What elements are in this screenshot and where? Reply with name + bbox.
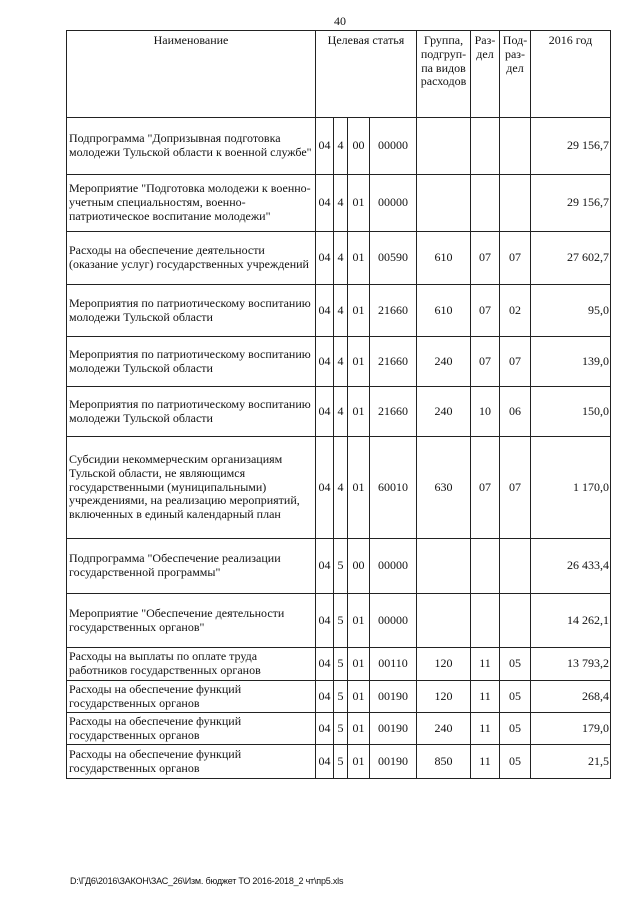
amount-2016: 26 433,4	[531, 539, 611, 594]
section-code: 11	[471, 681, 500, 713]
target-event-code: 01	[348, 285, 370, 337]
table-row	[67, 539, 611, 594]
amount-2016: 1 170,0	[531, 437, 611, 539]
row-name: Мероприятие "Обеспечение деятельности государственных органов"	[67, 594, 316, 648]
table-row	[67, 387, 611, 437]
target-program-code: 04	[316, 539, 334, 594]
target-program-code: 04	[316, 387, 334, 437]
expense-group	[417, 175, 471, 232]
expense-group: 240	[417, 713, 471, 745]
expense-group: 610	[417, 232, 471, 285]
section-code: 07	[471, 337, 500, 387]
target-direction-code: 00590	[370, 232, 417, 285]
subsection-code	[500, 118, 531, 175]
target-event-code: 01	[348, 745, 370, 779]
subsection-code	[500, 175, 531, 232]
target-direction-code: 21660	[370, 285, 417, 337]
target-direction-code: 00190	[370, 745, 417, 779]
target-event-code: 01	[348, 713, 370, 745]
target-subprogram-code: 4	[334, 175, 348, 232]
expense-group	[417, 118, 471, 175]
amount-2016: 268,4	[531, 681, 611, 713]
target-direction-code: 00000	[370, 594, 417, 648]
header-year: 2016 год	[531, 31, 611, 118]
row-name: Субсидии некоммерческим организациям Тульской области, не являющимся государственными (муниципальными) учреждениями, на реализацию мероприятий, включенных в единый календарный план	[67, 437, 316, 539]
target-subprogram-code: 4	[334, 337, 348, 387]
target-event-code: 01	[348, 337, 370, 387]
section-code	[471, 594, 500, 648]
target-program-code: 04	[316, 745, 334, 779]
subsection-code	[500, 594, 531, 648]
target-program-code: 04	[316, 118, 334, 175]
table-row	[67, 713, 611, 745]
subsection-code: 02	[500, 285, 531, 337]
target-direction-code: 21660	[370, 387, 417, 437]
table-row	[67, 681, 611, 713]
section-code	[471, 118, 500, 175]
table-row	[67, 437, 611, 539]
expense-group: 850	[417, 745, 471, 779]
subsection-code: 05	[500, 713, 531, 745]
amount-2016: 29 156,7	[531, 118, 611, 175]
target-subprogram-code: 5	[334, 648, 348, 681]
target-direction-code: 00110	[370, 648, 417, 681]
expense-group: 120	[417, 648, 471, 681]
header-name: Наименование	[67, 31, 316, 118]
table-row	[67, 745, 611, 779]
target-event-code: 00	[348, 539, 370, 594]
header-group: Группа, подгруп- па видов расходов	[417, 31, 471, 118]
target-program-code: 04	[316, 175, 334, 232]
section-code: 11	[471, 648, 500, 681]
amount-2016: 27 602,7	[531, 232, 611, 285]
table-row	[67, 648, 611, 681]
target-subprogram-code: 4	[334, 437, 348, 539]
subsection-code: 05	[500, 745, 531, 779]
expense-group: 240	[417, 387, 471, 437]
subsection-code	[500, 539, 531, 594]
target-subprogram-code: 4	[334, 387, 348, 437]
target-subprogram-code: 5	[334, 745, 348, 779]
subsection-code: 07	[500, 337, 531, 387]
target-program-code: 04	[316, 681, 334, 713]
expense-group: 610	[417, 285, 471, 337]
expense-group: 630	[417, 437, 471, 539]
expense-group	[417, 539, 471, 594]
target-direction-code: 00190	[370, 713, 417, 745]
table-row	[67, 285, 611, 337]
row-name: Мероприятия по патриотическому воспитанию молодежи Тульской области	[67, 285, 316, 337]
target-direction-code: 60010	[370, 437, 417, 539]
row-name: Расходы на обеспечение функций государственных органов	[67, 681, 316, 713]
row-name: Расходы на выплаты по оплате труда работников государственных органов	[67, 648, 316, 681]
section-code	[471, 539, 500, 594]
target-subprogram-code: 4	[334, 118, 348, 175]
section-code: 10	[471, 387, 500, 437]
table-row	[67, 175, 611, 232]
amount-2016: 14 262,1	[531, 594, 611, 648]
budget-table	[66, 30, 611, 779]
subsection-code: 05	[500, 681, 531, 713]
target-event-code: 01	[348, 387, 370, 437]
page-number: 40	[334, 14, 346, 28]
section-code: 07	[471, 232, 500, 285]
target-direction-code: 00000	[370, 539, 417, 594]
section-code	[471, 175, 500, 232]
target-event-code: 01	[348, 681, 370, 713]
subsection-code: 05	[500, 648, 531, 681]
subsection-code: 07	[500, 437, 531, 539]
target-event-code: 01	[348, 648, 370, 681]
section-code: 07	[471, 285, 500, 337]
section-code: 11	[471, 745, 500, 779]
row-name: Подпрограмма "Допризывная подготовка молодежи Тульской области к военной службе"	[67, 118, 316, 175]
target-subprogram-code: 5	[334, 594, 348, 648]
target-program-code: 04	[316, 337, 334, 387]
row-name: Мероприятия по патриотическому воспитанию молодежи Тульской области	[67, 387, 316, 437]
target-program-code: 04	[316, 437, 334, 539]
row-name: Расходы на обеспечение деятельности (оказание услуг) государственных учреждений	[67, 232, 316, 285]
section-code: 11	[471, 713, 500, 745]
target-subprogram-code: 5	[334, 713, 348, 745]
target-subprogram-code: 4	[334, 285, 348, 337]
target-event-code: 01	[348, 594, 370, 648]
amount-2016: 13 793,2	[531, 648, 611, 681]
table-row	[67, 337, 611, 387]
target-direction-code: 00000	[370, 175, 417, 232]
amount-2016: 95,0	[531, 285, 611, 337]
row-name: Расходы на обеспечение функций государственных органов	[67, 713, 316, 745]
amount-2016: 139,0	[531, 337, 611, 387]
amount-2016: 21,5	[531, 745, 611, 779]
target-direction-code: 00190	[370, 681, 417, 713]
target-subprogram-code: 4	[334, 232, 348, 285]
table-row	[67, 118, 611, 175]
row-name: Подпрограмма "Обеспечение реализации государственной программы"	[67, 539, 316, 594]
target-event-code: 01	[348, 175, 370, 232]
target-program-code: 04	[316, 648, 334, 681]
target-program-code: 04	[316, 232, 334, 285]
target-direction-code: 21660	[370, 337, 417, 387]
amount-2016: 179,0	[531, 713, 611, 745]
target-program-code: 04	[316, 594, 334, 648]
target-event-code: 01	[348, 232, 370, 285]
subsection-code: 06	[500, 387, 531, 437]
target-subprogram-code: 5	[334, 681, 348, 713]
table-row	[67, 594, 611, 648]
header-section: Раз- дел	[471, 31, 500, 118]
target-subprogram-code: 5	[334, 539, 348, 594]
target-event-code: 00	[348, 118, 370, 175]
row-name: Мероприятия по патриотическому воспитанию молодежи Тульской области	[67, 337, 316, 387]
file-path-footer: D:\ГД6\2016\ЗАКОН\ЗАС_26\Изм. бюджет ТО 2016-2018_2 чт\пр5.xls	[70, 876, 344, 886]
expense-group: 120	[417, 681, 471, 713]
target-program-code: 04	[316, 285, 334, 337]
header-subsection: Под- раз- дел	[500, 31, 531, 118]
expense-group: 240	[417, 337, 471, 387]
table-row	[67, 232, 611, 285]
target-event-code: 01	[348, 437, 370, 539]
amount-2016: 150,0	[531, 387, 611, 437]
header-target-article: Целевая статья	[316, 31, 417, 118]
header-row	[67, 31, 611, 118]
target-direction-code: 00000	[370, 118, 417, 175]
subsection-code: 07	[500, 232, 531, 285]
section-code: 07	[471, 437, 500, 539]
expense-group	[417, 594, 471, 648]
amount-2016: 29 156,7	[531, 175, 611, 232]
target-program-code: 04	[316, 713, 334, 745]
row-name: Мероприятие "Подготовка молодежи к военно-учетным специальностям, военно-патриотическое воспитание молодежи"	[67, 175, 316, 232]
row-name: Расходы на обеспечение функций государственных органов	[67, 745, 316, 779]
